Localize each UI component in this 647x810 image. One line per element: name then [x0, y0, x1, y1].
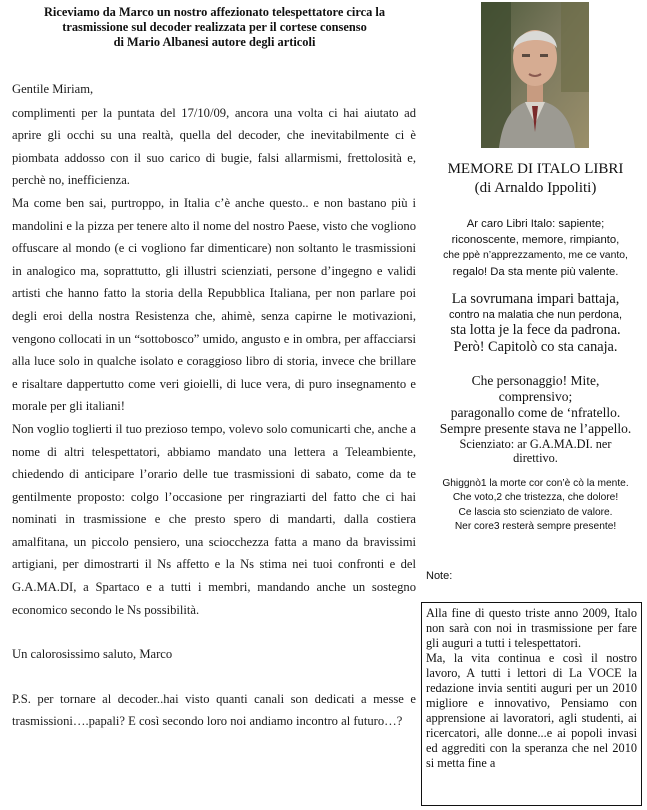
poem-line: che ppè n’apprezzamento, me ce vanto,: [443, 250, 628, 261]
poem-line: riconoscente, memore, rimpianto,: [451, 234, 620, 246]
letter-paragraph-1: complimenti per la puntata del 17/10/09, ancora una volta ci hai aiutato ad aprire gli occhi su una realtà, quella del decoder, che inevitabilmente ci è piombata addosso con il suo carico di bugie, falsi allarmismi, frettolosità e, perchè no, inefficienza.: [12, 105, 416, 188]
letter-closing: Un calorosissimo saluto, Marco: [12, 647, 173, 662]
letter-paragraph-2: Ma come ben sai, purtroppo, in Italia c’è anche questo.. e non bastano più i mandolini e la pizza per tenere alto il nome del nostro Paese, visto che vogliono offuscare al mondo (e ci vogliono far dimenticare) non soltanto le trasmissioni in analogico ma, soprattutto, gli illustri scienziati, persone d’ingegno e validi artisti che hanno fatto la storia della Repubblica Italiana, per non parlare poi degli eroi della nostra Resistenza che, ahimè, senza capirne le motivazioni, vengono collocati in un “sottobosco” umido, angusto e in ombra, per affacciarsi alla luce solo in qualche isolato e coraggioso libro di storia, invece che brillare e risaltare dappertutto come veri gioielli, di luce vera, di puro insegnamento e morale per gli italiani!: [12, 195, 416, 414]
letter-postscript: P.S. per tornare al decoder..hai visto quanti canali son dedicati a messe e trasmissioni….papali? E così secondo loro noi andiamo incontro al futuro…?: [12, 691, 416, 729]
header-line-3: di Mario Albanesi autore degli articoli: [113, 35, 316, 49]
poem-line: Scienziato: ar G.A.MA.DI. ner: [459, 436, 612, 451]
letter-body: [12, 78, 416, 733]
poem-stanza-2: [424, 291, 647, 357]
poem-line: Che voto,2 che tristezza, che dolore!: [452, 492, 619, 503]
poem-byline: (di Arnaldo Ippoliti): [474, 180, 597, 196]
poem-line: contro na malatia che nun perdona,: [448, 308, 623, 321]
editorial-paragraph-2: Ma, la vita continua e così il nostro lavoro, A tutti i lettori di La VOCE la redazione invia sentiti auguri per un 2010 migliore e innovativo, Pensiamo con apprensione ai lavoratori, agli studenti, ai ricercatori, alle donne...e ai popoli invasi ed aggrediti con la speranza che nel 2010 si metta fine a: [426, 651, 637, 770]
poem-line: comprensivo;: [498, 388, 573, 404]
poem-line: Ce lascia sto scienziato de valore.: [458, 506, 613, 518]
poem-line: Che personaggio! Mite,: [471, 372, 600, 388]
poem-line: Ner core3 resterà sempre presente!: [454, 521, 617, 532]
header-line-1: Riceviamo da Marco un nostro affezionato telespettatore circa la: [43, 5, 386, 19]
letter-paragraph-3: Non voglio toglierti il tuo prezioso tempo, volevo solo comunicarti che, anche a nome di altri telespettatori, abbiamo mandato una lettera a Teleambiente, chiedendo di anticipare l’orario delle tue trasmissioni di sabato, come da te gentilmente proposto: colgo l’occasione per ringraziarti del fatto che ci hai nominati in trasmissione e che presto spero di mandarti, dalla costiera amalfitana, un piccolo pensiero, una sciocchezza fatta a mano da bravissimi artigiani, per dimostrarti il Ns affetto e la Ns stima nei tuoi confronti e del G.A.MA.DI, a Spartaco e a tutti i membri, mandando anche un sostegno economico secondo le Ns possibilità.: [12, 421, 416, 617]
header-line-2: trasmissione sul decoder realizzata per il cortese consenso: [62, 20, 367, 34]
poem-notes-label: Note:: [426, 570, 453, 582]
poem-stanza-4: [424, 477, 647, 535]
poem-stanza-1: [424, 216, 647, 280]
poem-title: MEMORE DI ITALO LIBRI: [447, 161, 624, 177]
editorial-box: [421, 602, 642, 806]
poem-line: regalo! Da sta mente più valente.: [452, 266, 619, 278]
poem-line: La sovrumana impari battaja,: [451, 291, 620, 307]
poem-line: direttivo.: [513, 450, 558, 465]
poem-line: sta lotta je la fece da padrona.: [450, 321, 621, 338]
poem-stanza-3: [424, 373, 647, 465]
poem-section: [424, 160, 647, 535]
editorial-paragraph-1: Alla fine di questo triste anno 2009, Italo non sarà con noi in trasmissione per fare gli auguri a tutti i telespettatori.: [426, 606, 637, 650]
poem-line: Però! Capitolò co sta canaja.: [453, 339, 618, 355]
article-header: [22, 5, 407, 50]
portrait-photo: [481, 2, 589, 148]
poem-line: Ghiggnò1 la morte cor con’è cò la mente.: [442, 477, 629, 489]
poem-line: Sempre presente stava ne l’appello.: [439, 420, 632, 436]
poem-line: Ar caro Libri Italo: sapiente;: [466, 218, 605, 230]
letter-greeting: Gentile Miriam,: [12, 82, 94, 96]
poem-line: paragonallo come de ‘nfratello.: [450, 404, 621, 420]
